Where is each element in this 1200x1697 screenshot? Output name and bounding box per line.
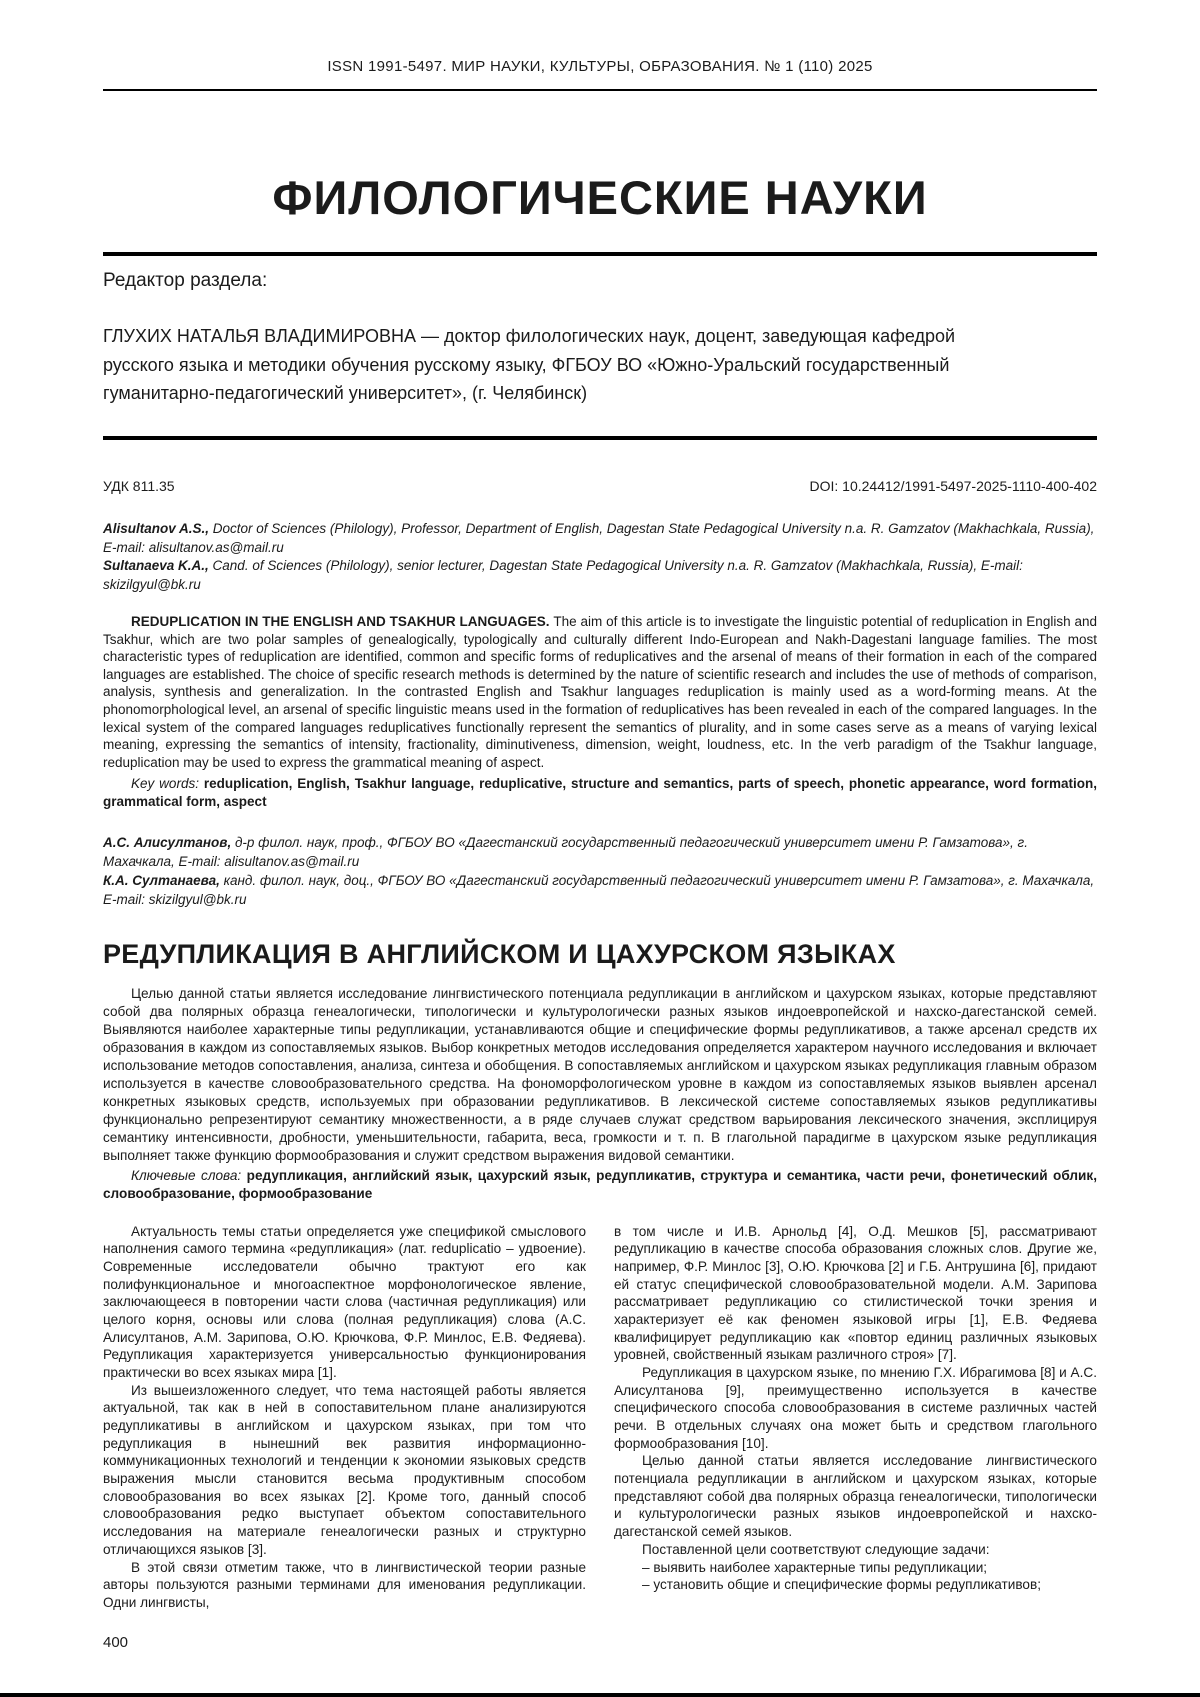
keywords-russian <box>103 1167 1097 1203</box>
journal-issn-header: ISSN 1991-5497. МИР НАУКИ, КУЛЬТУРЫ, ОБРАЗОВАНИЯ. № 1 (110) 2025 <box>327 58 873 75</box>
keywords-english-body: reduplication, English, Tsakhur language, reduplicative, structure and semantics, parts of speech, phonetic appearance, word formation, grammatical form, aspect <box>103 776 1097 809</box>
keywords-english-label: Key words: <box>131 776 204 792</box>
task-list-item: – установить общие и специфические формы редупликативов; <box>642 1577 1041 1593</box>
page-number: 400 <box>103 1634 129 1651</box>
section-title: ФИЛОЛОГИЧЕСКИЕ НАУКИ <box>272 171 928 224</box>
left-column <box>103 1223 586 1612</box>
task-list-item: – выявить наиболее характерные типы редупликации; <box>642 1559 988 1575</box>
author-line <box>103 872 1097 910</box>
author-name: Alisultanov A.S., <box>103 520 213 536</box>
body-paragraph: Из вышеизложенного следует, что тема настоящей работы является актуальной, так как в ней в сопоставительном плане анализируются редупликативы в английском и цахурском языках, при том что редупликация в нынешний век развития информационно-коммуникационных технологий и тенденции к экономии языковых средств выражения мысли становится весьма продуктивным способом словообразования во всех языках [2]. Кроме того, данный способ словообразования редко выступает объектом сопоставительного исследования на материале генеалогически разных и структурно отличающихся языков [3]. <box>103 1382 586 1557</box>
divider-above-editor <box>103 252 1097 256</box>
body-paragraph: в том числе и И.В. Арнольд [4], О.Д. Мешков [5], рассматривают редупликацию в качестве способа образования сложных слов. Другие же, например, Ф.Р. Минлос [3], О.Ю. Крючкова [2] и Г.Б. Антрушина [6], придают ей статус специфической словообразовательной модели. А.М. Зарипова рассматривает редупликацию со стилистической точки зрения и характеризует её как феномен языковой игры [1], Е.В. Федяева квалифицирует редупликацию как «повтор единиц различных языковых уровней, свойственный языкам различного строя» [7]. <box>614 1223 1097 1363</box>
author-affiliation: д-р филол. наук, проф., ФГБОУ ВО «Дагестанский государственный педагогический университет имени Р. Гамзатова», г. Махачкала, E-mail: alisultanov.as@mail.ru <box>103 835 1028 870</box>
author-name: А.С. Алисултанов, <box>103 835 235 851</box>
editor-label: Редактор раздела: <box>103 270 268 292</box>
bottom-edge-rule <box>0 1693 1200 1697</box>
body-paragraph: Актуальность темы статьи определяется уже спецификой смыслового наполнения самого термина «редупликация» (лат. reduplicatio – удвоение). Современные исследователи обычно трактуют его как полифункциональное и многоаспектное морфонологическое явление, заключающееся в повторении части слова (частичная редупликация) или целого корня, основы или слова (полная редупликация) слова (А.С. Алисултанов, А.М. Зарипова, О.Ю. Крючкова, Ф.Р. Минлос, Е.В. Федяева). Редупликация характеризуется универсальностью функционирования практически во всех языках мира [1]. <box>103 1223 586 1381</box>
authors-russian <box>103 834 1097 910</box>
author-affiliation: Doctor of Sciences (Philology), Professor, Department of English, Dagestan State Pedagogical University n.a. R. Gamzatov (Makhachkala, Russia), E-mail: alisultanov.as@mail.ru <box>103 520 1095 555</box>
body-paragraph: Редупликация в цахурском языке, по мнению Г.Х. Ибрагимова [8] и А.С. Алисултанова [9], преимущественно используется в качестве специфического способа словообразования в системе различных частей речи. В отдельных случаях она может быть и средством глагольного формообразования [10]. <box>614 1365 1097 1451</box>
author-affiliation: канд. филол. наук, доц., ФГБОУ ВО «Дагестанский государственный педагогический университет имени Р. Гамзатова», г. Махачкала, E-mail: skizilgyul@bk.ru <box>103 873 1095 907</box>
keywords-russian-label: Ключевые слова: <box>131 1167 247 1183</box>
keywords-english <box>103 775 1097 810</box>
article-body-columns <box>103 1223 1097 1612</box>
body-paragraph: В этой связи отметим также, что в лингвистической теории разные авторы пользуются разными терминами для именования редупликации. Одни лингвисты, <box>103 1559 586 1610</box>
abstract-english <box>103 613 1097 771</box>
right-column <box>614 1223 1097 1612</box>
udc-code: УДК 811.35 <box>103 477 175 494</box>
abstract-english-body: The aim of this article is to investigate the linguistic potential of reduplication in English and Tsakhur, which are two polar samples of genealogically, typologically and culturally different Indo-European and Nakh-Dagestani language families. The most characteristic types of reduplication are identified, common and specific forms of reduplicatives and the arsenal of means of their formation in each of the compared languages are established. The choice of specific research methods is determined by the nature of scientific research and includes the use of methods of comparison, analysis, synthesis and generalization. In the contrasted English and Tsakhur languages reduplication is mainly used as a word-forming means. At the phonomorphological level, an arsenal of specific linguistic means used in the formation of reduplicatives has been revealed in each of the compared languages. In the lexical system of the compared languages reduplicatives functionally represent the semantics of plurality, and in some cases serve as a means of varying lexical meaning, expressing the semantics of intensity, fractionality, diminutiveness, dimension, weight, loudness, etc. In the verb paradigm of the Tsakhur language, reduplication may be used to express the grammatical meaning of aspect. <box>103 614 1097 770</box>
author-name: К.А. Султанаева, <box>103 873 224 889</box>
header-divider <box>103 89 1097 91</box>
abstract-russian: Целью данной статьи является исследование лингвистического потенциала редупликации в английском и цахурском языках, которые представляют собой два полярных образца генеалогически, типологически и культурологически разных языков индоевропейской и нахско-дагестанской семей. Выявляются наиболее характерные типы редупликации, устанавливаются общие и специфические формы редупликативов, а также арсенал средств их образования в каждом из сопоставляемых языков. Выбор конкретных методов исследования определяется характером научного исследования и включает использование методов сопоставления, анализа, синтеза и обобщения. В сопоставляемых английском и цахурском языках редупликация главным образом используется в качестве словообразовательного средства. На фономорфологическом уровне в каждом из сопоставляемых языков выявлен арсенал конкретных языковых средств, используемых при образовании редупликативов. В лексической системе сопоставляемых языков редупликативы функционально репрезентируют семантику множественности, а в ряде случаев служат средством варьирования лексического значения, эксплицируя семантику интенсивности, дробности, уменьшительности, габарита, веса, громкости и т. п. В глагольной парадигме в цахурском языке редупликация выполняет также функцию формообразования и служит средством выражения видовой семантики. <box>103 986 1097 1163</box>
meta-row <box>103 478 1097 494</box>
abstract-english-title: REDUPLICATION IN THE ENGLISH AND TSAKHUR LANGUAGES. <box>131 614 554 630</box>
authors-english <box>103 520 1097 596</box>
author-line <box>103 557 1097 595</box>
author-line <box>103 520 1097 558</box>
doi-code: DOI: 10.24412/1991-5497-2025-1110-400-402 <box>809 477 1097 494</box>
body-paragraph: Поставленной цели соответствуют следующие задачи: <box>642 1541 990 1557</box>
article-title: РЕДУПЛИКАЦИЯ В АНГЛИЙСКОМ И ЦАХУРСКОМ ЯЗЫКАХ <box>103 938 896 969</box>
author-name: Sultanaeva K.A., <box>103 558 213 574</box>
divider-below-editor <box>103 436 1097 440</box>
editor-info: ГЛУХИХ НАТАЛЬЯ ВЛАДИМИРОВНА — доктор филологических наук, доцент, заведующая кафедрой русского языка и методики обучения русскому языку, ФГБОУ ВО «Южно-Уральский государственный гуманитарно-педагогический университет», (г. Челябинск) <box>103 326 956 404</box>
keywords-russian-body: редупликация, английский язык, цахурский язык, редупликатив, структура и семантика, части речи, фонетический облик, словообразование, формообразование <box>103 1167 1097 1201</box>
author-line <box>103 834 1097 872</box>
author-affiliation: Cand. of Sciences (Philology), senior lecturer, Dagestan State Pedagogical University n.a. R. Gamzatov (Makhachkala, Russia), E-mail: skizilgyul@bk.ru <box>103 558 1023 593</box>
body-paragraph: Целью данной статьи является исследование лингвистического потенциала редупликации в английском и цахурском языках, которые представляют собой два полярных образца генеалогически, типологически и культурологически разных языков индоевропейской и нахско-дагестанской семей языков. <box>614 1453 1097 1540</box>
